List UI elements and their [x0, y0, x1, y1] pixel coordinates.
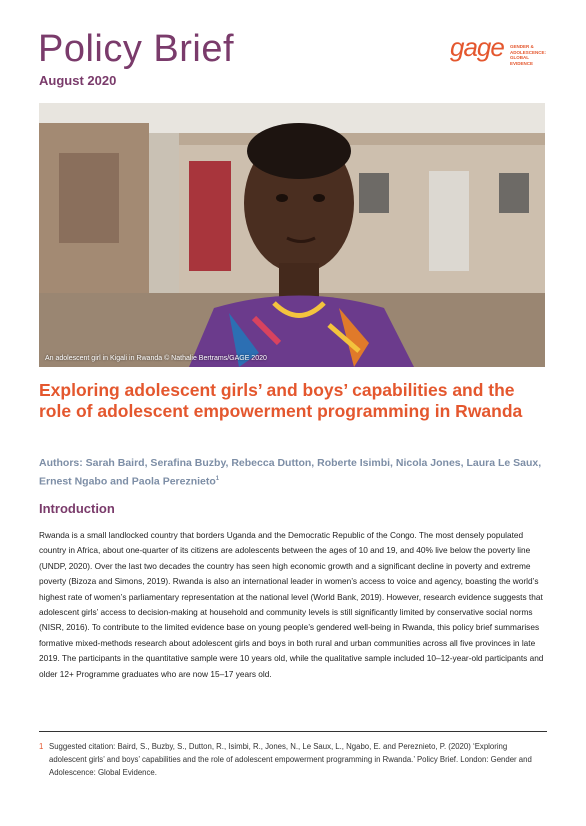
cover-photo-illustration: [39, 103, 545, 367]
introduction-heading: Introduction: [39, 501, 115, 516]
photo-caption: An adolescent girl in Kigali in Rwanda © Nathalie Bertrams/GAGE 2020: [45, 355, 267, 362]
brief-headline: Exploring adolescent girls’ and boys’ capabilities and the role of adolescent empowerment programming in Rwanda: [39, 380, 523, 421]
authors-line: [39, 455, 549, 490]
document-title: Policy Brief: [38, 28, 235, 70]
footnote-number: 1: [39, 742, 44, 751]
authors-footnote-marker: 1: [215, 476, 220, 482]
introduction-body: Rwanda is a small landlocked country that borders Uganda and the Democratic Republic of the Congo. The most densely populated country in Africa, about one-quarter of its citizens are adolescents between the ages of 10 and 19, and 40% live below the poverty line (UNDP, 2020). Over the last two decades the country has seen high economic growth and a significant decline in poverty and extreme poverty (Bizoza and Simons, 2019). Rwanda is also an international leader in women’s access to voice and agency, boasting the world’s highest rate of women’s parliamentary representation at the national level (World Bank, 2019). However, research evidence suggests that adolescent girls’ access to decision-making at household and community levels is still significantly limited by conservative social norms (NISR, 2016). To contribute to the limited evidence base on young people’s gendered well-being in Rwanda, this policy brief summarises formative mixed-methods research about adolescent girls and boys in both rural and urban communities across all five provinces in late 2019. The participants in the quantitative sample were 10 years old, while the qualitative sample included 10–12-year-old participants and older 12+ Programme graduates who are now 15–17 years old.: [39, 530, 544, 679]
logo-wordmark: gage: [450, 32, 504, 62]
footnote-text: Suggested citation: Baird, S., Buzby, S., Dutton, R., Isimbi, R., Jones, N., Le Saux, L., Ngabo, E. and Pereznieto, P. (2020) ‘Exploring adolescent girls’ and boys’ capabilities and the role of adolescent empowerment programming in Rwanda.’ Policy Brief. London: Gender and Adolescence: Global Evidence.: [49, 742, 532, 777]
footnote: [39, 740, 547, 779]
publication-date: August 2020: [39, 73, 117, 88]
footnote-divider: [39, 731, 547, 732]
logo-tagline: GENDER & ADOLESCENCE: GLOBAL EVIDENCE: [510, 44, 547, 66]
authors-text: Authors: Sarah Baird, Serafina Buzby, Rebecca Dutton, Roberte Isimbi, Nicola Jones, Laura Le Saux, Ernest Ngabo and Paola Pereznieto: [39, 457, 542, 488]
cover-photo: [39, 103, 545, 367]
gage-logo: [450, 34, 550, 74]
